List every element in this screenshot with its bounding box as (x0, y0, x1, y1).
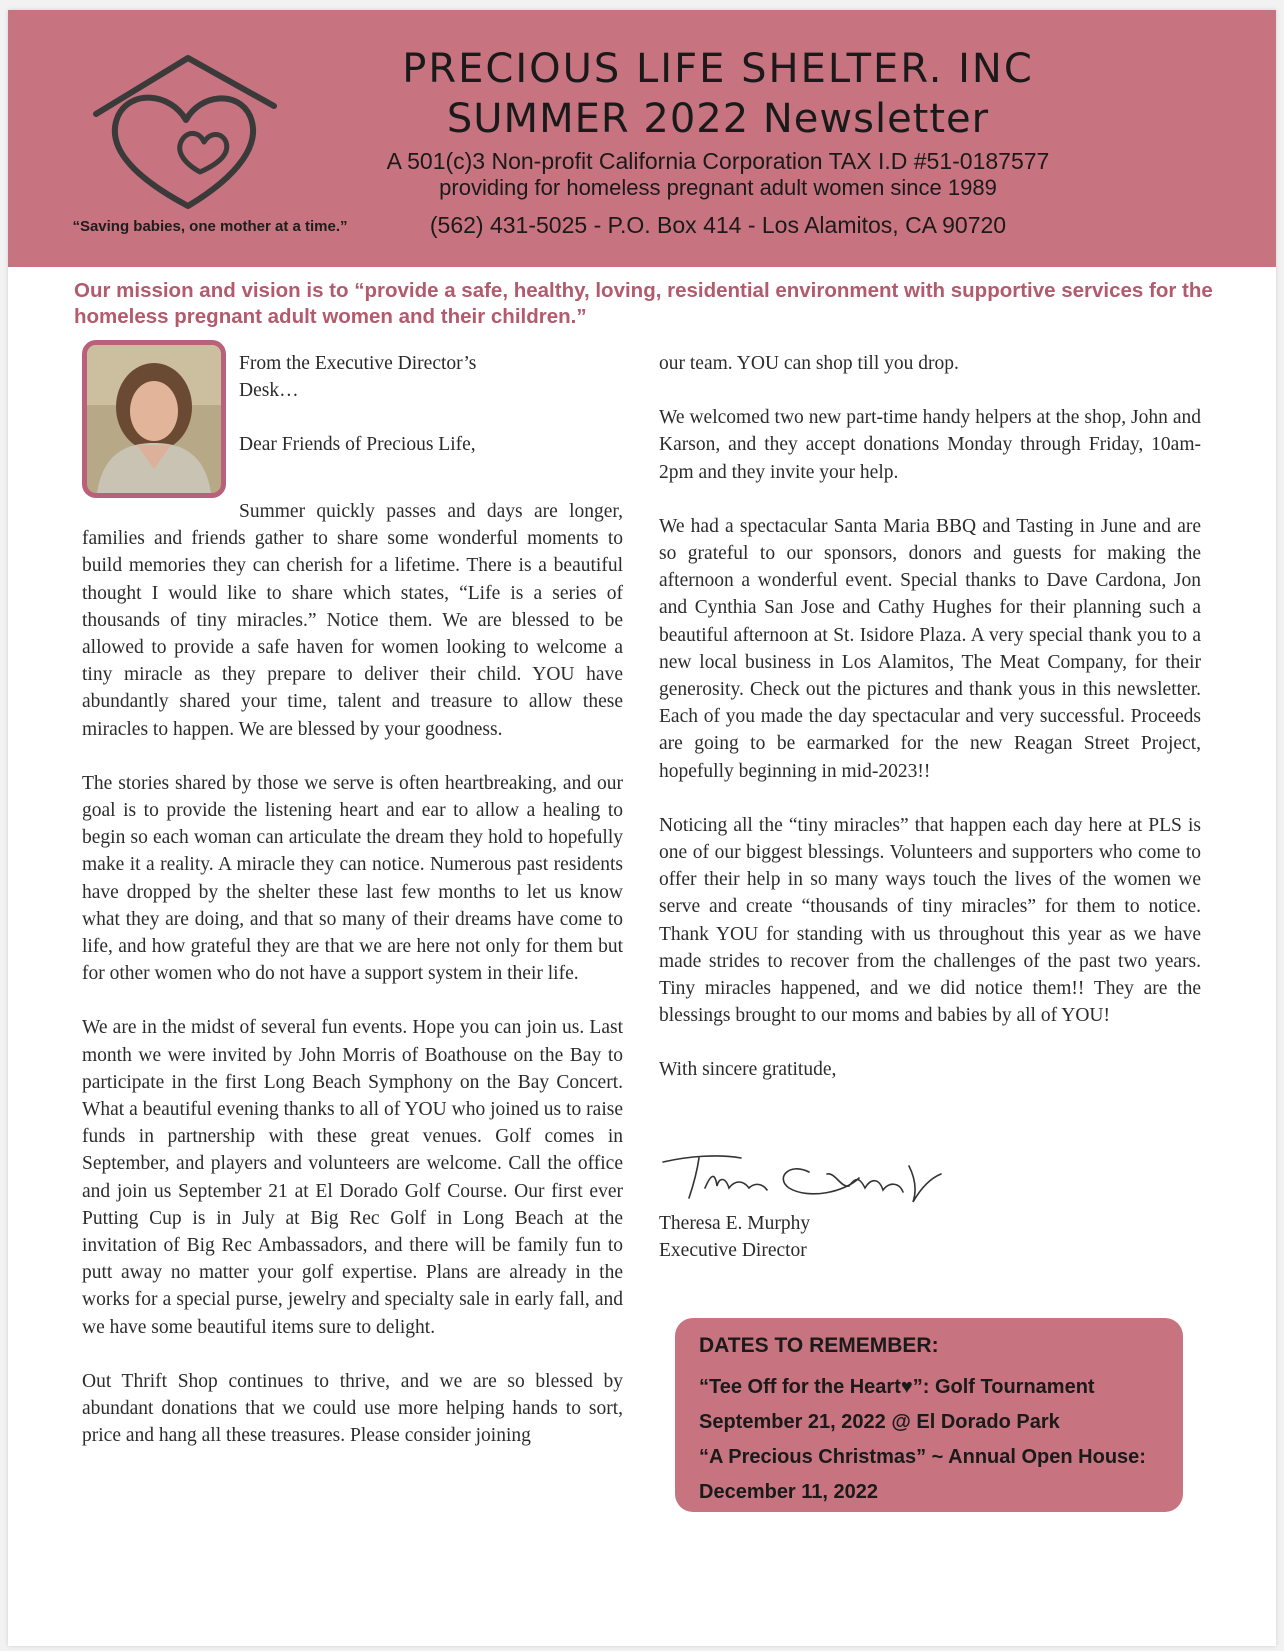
letter-heading: From the Executive Director’s Desk… (239, 353, 477, 401)
date-line: December 11, 2022 (699, 1481, 879, 1503)
newsletter-page (8, 10, 1276, 1646)
paragraph: We had a spectacular Santa Maria BBQ and Tasting in June and are so grateful to our sponsors, donors and guests for making the afternoon a wonderful event. Special thanks to Dave Cardona, Jon and Cynthia San Jose and Cathy Hughes for their planning such a beautiful afternoon at St. Isidore Plaza. A very special thank you to a new local business in Los Alamitos, The Meat Company, for their generosity. Check out the pictures and thank yous in this newsletter. Each of you made the day spectacular and very successful. Proceeds are going to be earmarked for the new Reagan Street Project, hopefully beginning in mid-2023!! (659, 515, 1201, 782)
salutation: Dear Friends of Precious Life, (239, 434, 476, 455)
providing-line: providing for homeless pregnant adult women since 1989 (439, 175, 997, 200)
paragraph: our team. YOU can shop till you drop. (659, 353, 959, 374)
date-line: “Tee Off for the Heart♥”: Golf Tournament (699, 1376, 1095, 1398)
newsletter-title: SUMMER 2022 Newsletter (446, 96, 990, 142)
left-column (82, 498, 623, 1450)
signer-block (659, 1210, 810, 1264)
date-line: September 21, 2022 @ El Dorado Park (699, 1411, 1060, 1433)
closing: With sincere gratitude, (659, 1059, 837, 1081)
director-photo (82, 340, 226, 498)
signer-name: Theresa E. Murphy (659, 1213, 811, 1234)
dates-to-remember-box (675, 1318, 1183, 1512)
signature-image (659, 1148, 959, 1206)
paragraph: The stories shared by those we serve is often heartbreaking, and our goal is to provide the listening heart and ear to allow a healing to begin so each woman can articulate the dream they hold to hopefully make it a reality. A miracle they can notice. Numerous past residents have dropped by the shelter these last few months to let us know what they are doing, and that so many of their dreams have come to life, and how grateful they are that we are here not only for them but for other women who do not have a support system in their life. (82, 772, 623, 985)
newsletter-header (8, 10, 1276, 267)
mission-statement: Our mission and vision is to “provide a safe, healthy, loving, residential environment with supportive services for the homeless pregnant adult women and their children.” (74, 279, 1213, 328)
paragraph: We are in the midst of several fun events. Hope you can join us. Last month we were invited by John Morris of Boathouse on the Bay to participate in the first Long Beach Symphony on the Bay Concert. What a beautiful evening thanks to all of YOU who joined us to raise funds in partnership with these great venues. Golf comes in September, and players and volunteers are welcome. Call the office and join us September 21 at El Dorado Golf Course. Our first ever Putting Cup is in July at Big Rec Golf in Long Beach at the invitation of Big Rec Ambassadors, and there will be family fun to putt away no matter your golf expertise. Plans are already in the works for a special purse, jewelry and specialty sale in early fall, and we have some beautiful items sure to delight. (82, 1017, 623, 1338)
letter-greeting (239, 350, 539, 458)
dates-title: DATES TO REMEMBER: (699, 1334, 939, 1357)
tagline: “Saving babies, one mother at a time.” (72, 218, 348, 235)
right-column (659, 350, 1201, 1084)
portrait-image (87, 345, 221, 493)
date-line: “A Precious Christmas” ~ Annual Open House: (699, 1446, 1146, 1468)
corporation-line: A 501(c)3 Non-profit California Corporation TAX I.D #51-0187577 (386, 148, 1050, 174)
organization-name: PRECIOUS LIFE SHELTER. INC (402, 46, 1034, 92)
paragraph: Out Thrift Shop continues to thrive, and we are so blessed by abundant donations that we could use more helping hands to sort, price and hang all these treasures. Please consider joining (82, 1370, 623, 1447)
paragraph: We welcomed two new part-time handy helpers at the shop, John and Karson, and they accept donations Monday through Friday, 10am-2pm and they invite your help. (659, 407, 1201, 483)
signer-title: Executive Director (659, 1240, 807, 1261)
house-heart-icon (88, 54, 288, 224)
paragraph: Noticing all the “tiny miracles” that happen each day here at PLS is one of our biggest blessings. Volunteers and supporters who come to offer their help in so many ways touch the lives of the women we serve and create “thousands of tiny miracles” for them to notice. Thank YOU for standing with us throughout this year as we have made strides to recover from the challenges of the past two years. Tiny miracles happened, and we did notice them!! They are the blessings brought to our moms and babies by all of YOU! (659, 814, 1201, 1027)
contact-line: (562) 431-5025 - P.O. Box 414 - Los Alamitos, CA 90720 (429, 212, 1007, 238)
paragraph: Summer quickly passes and days are longer, families and friends gather to share some wonderful moments to build memories they can cherish for a lifetime. There is a beautiful thought I would like to share which states, “Life is a series of thousands of tiny miracles.” Notice them. We are blessed to be allowed to provide a safe haven for women looking to welcome a tiny miracle as they prepare to deliver their child. YOU have abundantly shared your time, talent and treasure to allow these miracles to happen. We are blessed by your goodness. (82, 501, 623, 740)
